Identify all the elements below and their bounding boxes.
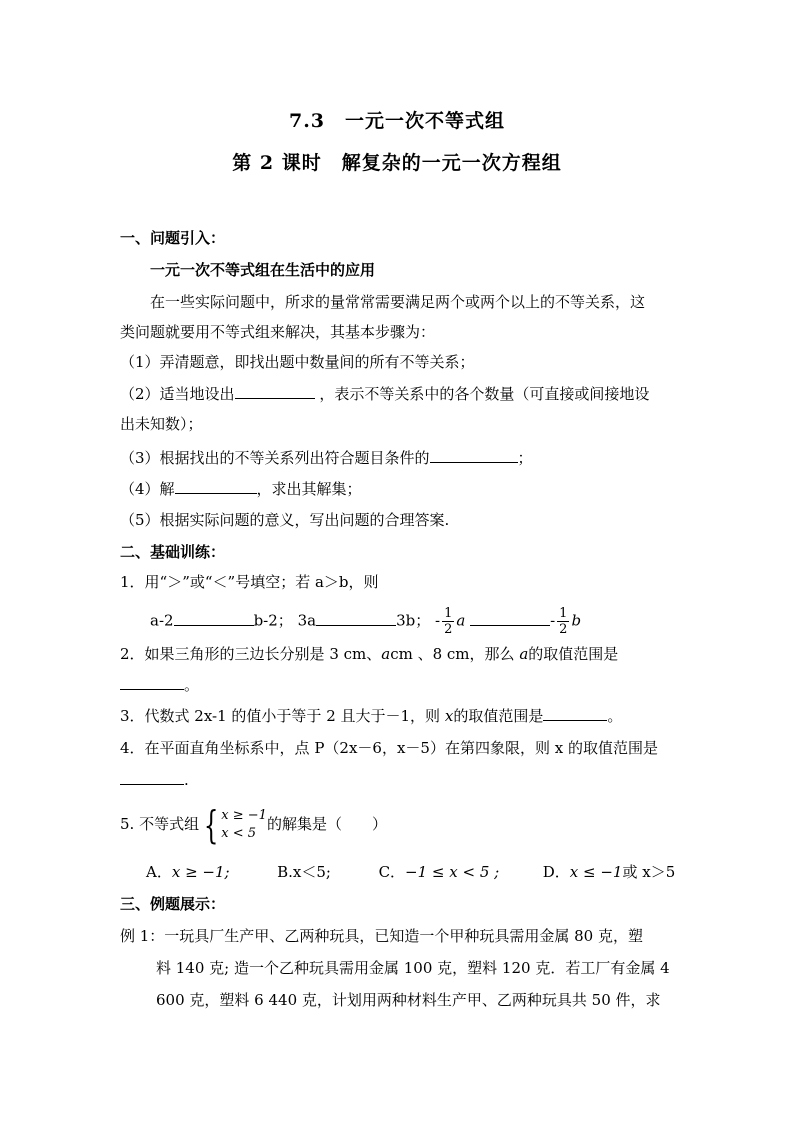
step2-text-b: ，表示不等关系中的各个数量（可直接或间接地设 <box>319 385 650 403</box>
opt-b[interactable]: B.x＜5; <box>277 863 331 881</box>
q1-neg-2: - <box>550 611 556 630</box>
q1-b: b-2； <box>253 611 293 630</box>
step4-text-b: ，求出其解集； <box>256 480 362 498</box>
q4-blank[interactable] <box>120 770 184 785</box>
q5-options <box>146 862 675 882</box>
q2-text-c: 的取值范围是 <box>528 645 619 663</box>
sec1-heading: 一、问题引入： <box>120 229 226 247</box>
sec1-subheading: 一元一次不等式组在生活中的应用 <box>150 261 376 279</box>
q1-blank-1[interactable] <box>174 611 254 626</box>
q2-text-b: cm 、8 cm，那么 <box>390 645 515 663</box>
step3-text-b: ； <box>517 449 533 467</box>
sec1-step5: （5）根据实际问题的意义，写出问题的合理答案. <box>120 511 450 529</box>
q1-c: 3a <box>297 611 317 630</box>
sec1-step2-cont: 出未知数）； <box>120 415 203 433</box>
frac-num: 1 <box>444 606 453 621</box>
q3-end: 。 <box>607 707 623 725</box>
q1-neg-1: - <box>435 611 441 630</box>
q2-line1 <box>120 644 618 664</box>
sec1-step4 <box>120 479 362 499</box>
step2-blank[interactable] <box>235 384 315 399</box>
q5-sys-ineq-2: x < 5 <box>221 826 257 841</box>
q1-blank-2[interactable] <box>316 611 396 626</box>
q1-var-b: b <box>571 611 582 630</box>
q1-blank-3[interactable] <box>470 611 550 626</box>
q3-var-x: x <box>444 707 454 725</box>
step3-blank[interactable] <box>430 448 518 463</box>
q2-blank[interactable] <box>120 675 184 690</box>
q2-var-a-2: a <box>519 645 529 663</box>
brace-icon: { <box>203 803 219 847</box>
q2-end: 。 <box>184 676 200 694</box>
step2-text-a: （2）适当地设出 <box>120 385 235 403</box>
sec1-step2 <box>120 384 649 404</box>
sec1-para-line1: 在一些实际问题中，所求的量常常需要满足两个或两个以上的不等关系，这 <box>150 293 646 311</box>
q5-sys-ineq-1: x ≥ −1 <box>221 808 267 823</box>
q2-var-a: a <box>381 645 391 663</box>
q4-line1: 4．在平面直角坐标系中，点 P（2x－6，x－5）在第四象限，则 x 的取值范围是 <box>120 739 658 757</box>
ex1-line1: 例 1：一玩具厂生产甲、乙两种玩具，已知造一个甲种玩具需用金属 80 克，塑 <box>120 927 643 945</box>
sec3-heading: 三、例题展示： <box>120 895 226 913</box>
doc-title: 7.3 一元一次不等式组 <box>288 110 506 132</box>
sec1-step1: （1）弄清题意，即找出题中数量间的所有不等关系； <box>120 353 475 371</box>
q4-end: . <box>184 771 189 789</box>
q1-var-a: a <box>456 611 466 630</box>
sec2-heading: 二、基础训练： <box>120 543 226 561</box>
q5-system <box>221 807 267 843</box>
ex1-line3: 600 克，塑料 6 440 克，计划用两种材料生产甲、乙两种玩具共 50 件，求 <box>156 991 661 1009</box>
opt-c-label[interactable]: C． <box>378 863 406 881</box>
doc-subtitle: 第 2 课时 解复杂的一元一次方程组 <box>232 152 562 174</box>
q4-line2 <box>120 770 189 790</box>
q3-blank[interactable] <box>543 706 607 721</box>
q1-fraction-2 <box>557 606 569 637</box>
opt-a-label[interactable]: A． <box>146 863 172 881</box>
step4-blank[interactable] <box>175 479 257 494</box>
q1-fraction-1 <box>442 606 454 637</box>
opt-d-tail: 或 x＞5 <box>622 863 676 881</box>
q3-line <box>120 706 622 726</box>
sec1-step3 <box>120 448 533 468</box>
frac-den: 2 <box>444 622 453 637</box>
q1-d: 3b； <box>396 611 431 630</box>
opt-c-value: −1 ≤ x < 5 ; <box>405 863 500 881</box>
q1-a: a-2 <box>150 611 174 630</box>
frac-den: 2 <box>559 622 568 637</box>
ex1-line2: 料 140 克; 造一个乙种玩具需用金属 100 克，塑料 120 克．若工厂有金属 4 <box>156 959 670 977</box>
q3-text-a: 3．代数式 2x-1 的值小于等于 2 且大于－1，则 <box>120 707 441 725</box>
q2-line2 <box>120 675 199 695</box>
frac-num: 1 <box>559 606 568 621</box>
q2-text-a: 2．如果三角形的三边长分别是 3 cm、 <box>120 645 382 663</box>
step3-text-a: （3）根据找出的不等关系列出符合题目条件的 <box>120 449 430 467</box>
opt-d-label[interactable]: D． <box>542 863 570 881</box>
q1-text: 1．用“＞”或“＜”号填空；若 a＞b，则 <box>120 573 379 591</box>
q5-line <box>120 803 387 847</box>
sec1-para-line2: 类问题就要用不等式组来解决，其基本步骤为： <box>120 323 436 341</box>
q1-blanks-row <box>150 606 581 637</box>
step4-text-a: （4）解 <box>120 480 175 498</box>
opt-a-value: x ≥ −1; <box>171 863 230 881</box>
opt-d-value: x ≤ −1 <box>569 863 623 881</box>
q5-text-a: 5. 不等式组 <box>120 815 200 833</box>
q3-text-b: 的取值范围是 <box>453 707 544 725</box>
q5-text-b: 的解集是（ ） <box>266 815 387 833</box>
